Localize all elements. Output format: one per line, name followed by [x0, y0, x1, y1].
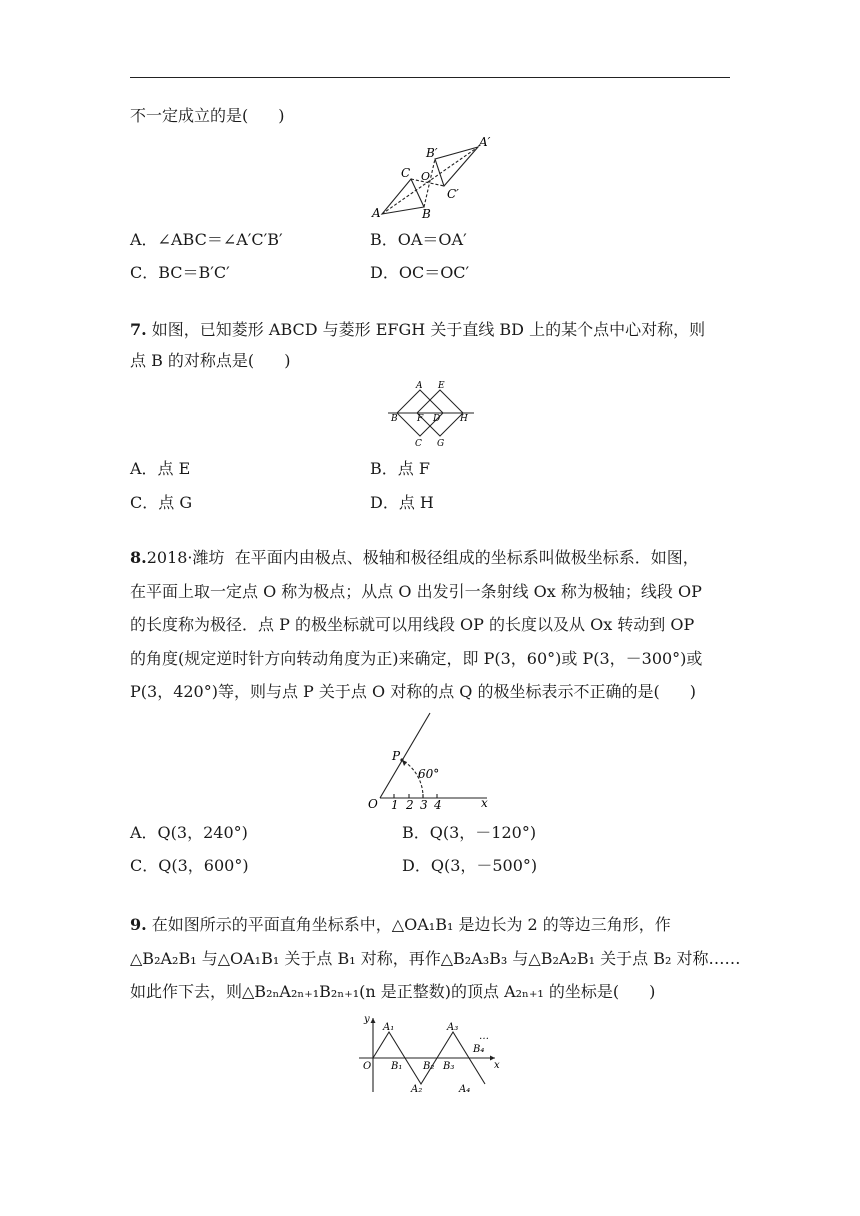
q6-option-b[interactable]: B．OA＝OA′ [370, 230, 467, 249]
q8-option-b[interactable]: B．Q(3，－120°) [402, 823, 537, 842]
q7-line-2: 点 B 的对称点是( ) [130, 351, 291, 370]
q8-label-p: P [392, 749, 401, 763]
q6-label-o: O [421, 170, 431, 183]
q9-label-b2: B₂ [423, 1061, 435, 1072]
q8-source: 2018·潍坊 [146, 548, 225, 567]
q7-label-d: D [433, 414, 441, 424]
q7-label-a: A [416, 381, 423, 391]
q8-label-x: x [481, 796, 488, 810]
q7-label-h: H [460, 414, 468, 424]
q8-tick-1: 1 [391, 798, 399, 812]
q8-label-o: O [368, 797, 378, 811]
q9-label-b3: B₃ [443, 1061, 455, 1072]
q8-line-5: P(3，420°)等，则与点 P 关于点 O 对称的点 Q 的极坐标表示不正确的是( ) [130, 682, 696, 701]
q8-line-1: 8.2018·潍坊 在平面内由极点、极轴和极径组成的坐标系叫做极坐标系．如图， [130, 548, 699, 567]
q7-option-a[interactable]: A．点 E [130, 459, 191, 478]
q6-figure [368, 135, 498, 225]
q9-ellipsis: … [479, 1031, 489, 1042]
q6-stem: 不一定成立的是( ) [130, 106, 285, 125]
q8-tick-4: 4 [434, 798, 442, 812]
q8-option-c[interactable]: C．Q(3，600°) [130, 856, 249, 875]
q8-line-2: 在平面上取一定点 O 称为极点；从点 O 出发引一条射线 Ox 称为极轴；线段 OP [130, 582, 702, 601]
q6-option-a[interactable]: A．∠ABC＝∠A′C′B′ [130, 230, 283, 249]
q7-option-c[interactable]: C．点 G [130, 493, 193, 512]
q7-label-c: C [415, 439, 422, 449]
q8-option-a[interactable]: A．Q(3，240°) [130, 823, 248, 842]
q9-label-b1: B₁ [391, 1061, 403, 1072]
q6-label-c1: C′ [447, 187, 459, 201]
q8-line-3: 的长度称为极径．点 P 的极坐标就可以用线段 OP 的长度以及从 Ox 转动到 OP [130, 615, 695, 634]
q7-label-g: G [437, 439, 445, 449]
q9-label-x: x [494, 1060, 500, 1071]
q7-figure [388, 380, 478, 448]
q7-label-e: E [438, 381, 445, 391]
q8-figure [366, 708, 496, 813]
q9-label-b4: B₄ [473, 1044, 485, 1055]
q9-label-o: O [363, 1061, 372, 1072]
q9-line-3: 如此作下去，则△B₂ₙA₂ₙ₊₁B₂ₙ₊₁(n 是正整数)的顶点 A₂ₙ₊₁ 的坐标是( ) [130, 982, 656, 1001]
q8-tick-3: 3 [420, 798, 428, 812]
q7-option-b[interactable]: B．点 F [370, 459, 430, 478]
q9-figure [355, 1012, 505, 1097]
q6-label-c: C [401, 166, 411, 180]
q6-label-b: B [422, 207, 431, 221]
q8-label-angle: 60° [418, 767, 440, 781]
q6-option-c[interactable]: C．BC＝B′C′ [130, 263, 230, 282]
q7-label-b: B [391, 414, 398, 424]
q9-label-a2: A₂ [411, 1084, 423, 1095]
q9-line-1: 9. 在如图所示的平面直角坐标系中，△OA₁B₁ 是边长为 2 的等边三角形，作 [130, 915, 671, 934]
q6-option-d[interactable]: D．OC＝OC′ [370, 263, 470, 282]
q6-label-a1: A′ [479, 135, 491, 149]
q6-label-b1: B′ [426, 146, 438, 160]
q9-label-a3: A₃ [447, 1022, 459, 1033]
q7-option-d[interactable]: D．点 H [370, 493, 434, 512]
q8-option-d[interactable]: D．Q(3，－500°) [402, 856, 538, 875]
q9-label-a4: A₄ [459, 1084, 471, 1095]
q9-label-y: y [364, 1014, 370, 1025]
q8-line-4: 的角度(规定逆时针方向转动角度为正)来确定，即 P(3，60°)或 P(3，－300°)或 [130, 649, 703, 668]
header-rule [130, 77, 730, 78]
q8-tick-2: 2 [406, 798, 414, 812]
q6-label-a: A [372, 206, 381, 220]
q7-line-1: 7. 如图，已知菱形 ABCD 与菱形 EFGH 关于直线 BD 上的某个点中心对称，则 [130, 320, 706, 339]
q9-line-2: △B₂A₂B₁ 与△OA₁B₁ 关于点 B₁ 对称，再作△B₂A₃B₃ 与△B₂A₂B₁ 关于点 B₂ 对称…… [130, 949, 741, 968]
q9-label-a1: A₁ [383, 1022, 395, 1033]
q7-label-f: F [417, 414, 424, 424]
